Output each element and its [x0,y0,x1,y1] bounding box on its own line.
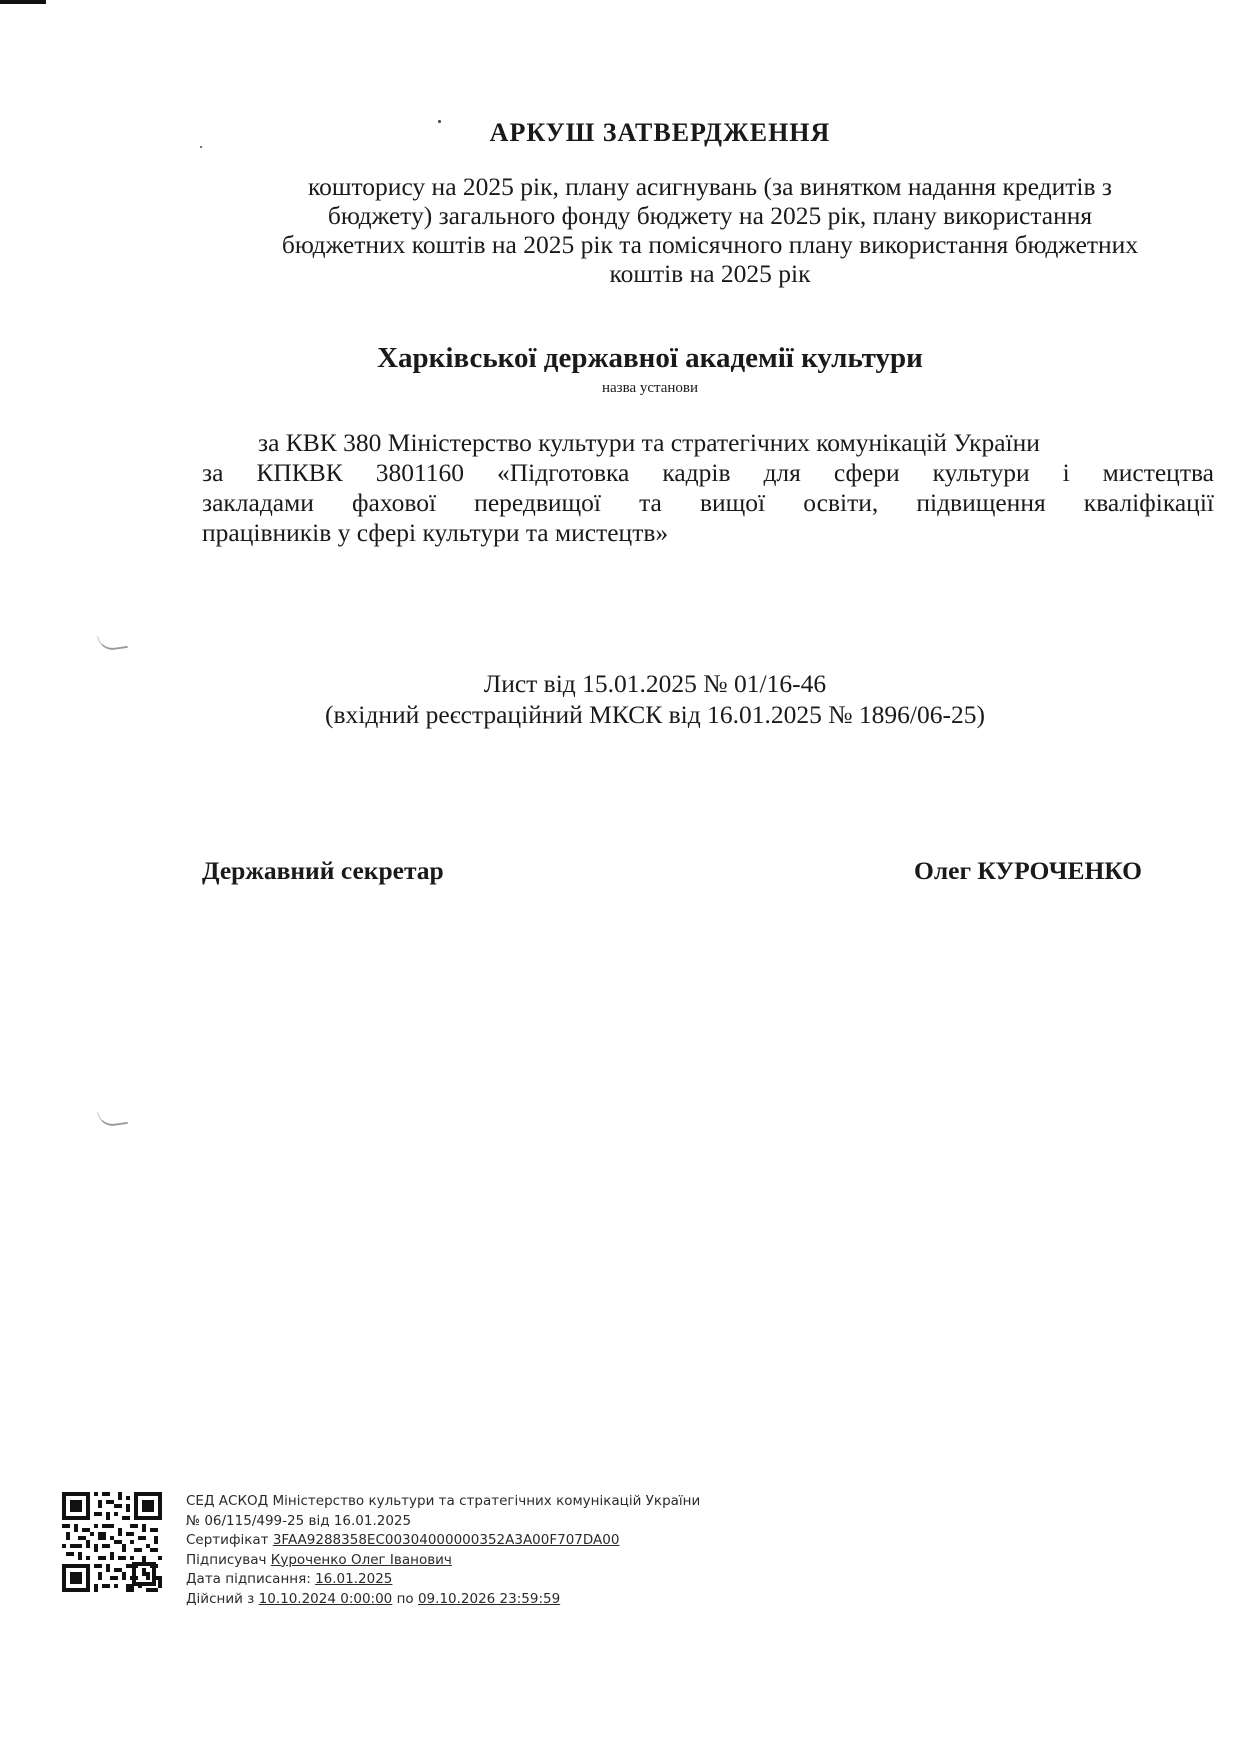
stamp-valid-from-label: Дійсний з [186,1590,255,1607]
stamp-signer-value: Куроченко Олег Іванович [270,1551,452,1568]
letter-registration-line: (вхідний реєстраційний МКСК від 16.01.2025 № 1896/06-25) [324,700,985,729]
kpkvk-line: за КПКВК 3801160 «Підготовка кадрів для сфери культури і мистецтва [202,458,1214,487]
stamp-date-row [186,1570,700,1590]
scan-corner-mark [0,0,46,4]
stamp-valid-from: 10.10.2024 0:00:00 [258,1590,393,1607]
stamp-certificate-row [186,1531,700,1551]
qr-code-icon [62,1492,162,1592]
kpkvk-paragraph [202,458,1214,548]
subtitle-line: бюджету) загального фонду бюджету на 2025 рік, плану використання [327,201,1093,230]
stamp-cert-value: 3FAA9288358EC00304000000352A3A00F707DA00 [272,1532,620,1549]
punch-hole-mark [97,632,128,652]
letter-reference [0,668,1240,730]
stamp-system: СЕД АСКОД [186,1493,269,1509]
institution-caption: назва установи [601,380,699,396]
subtitle-line: коштів на 2025 рік [609,259,811,288]
stamp-signer-label: Підписувач [186,1551,267,1568]
punch-hole-mark [97,1108,128,1128]
subtitle-line: кошторису на 2025 рік, плану асигнувань (за винятком надання кредитів з [308,172,1112,201]
document-title: АРКУШ ЗАТВЕРДЖЕННЯ [489,118,831,147]
institution-name: Харківської державної академії культури [377,342,923,374]
stamp-date-label: Дата підписання: [186,1571,311,1588]
stamp-signer-row [186,1551,700,1571]
stamp-valid-to: 09.10.2026 23:59:59 [417,1590,561,1607]
document-subtitle [212,172,1208,288]
stamp-ministry: Міністерство культури та стратегічних комунікацій України [272,1493,701,1509]
letter-line: Лист від 15.01.2025 № 01/16-46 [483,669,827,698]
stamp-validity-row [186,1590,700,1610]
kpkvk-line: закладами фахової передвищої та вищої освіти, підвищення кваліфікації [202,488,1214,517]
kvk-line: за КВК 380 Міністерство культури та стратегічних комунікацій України [258,428,1040,457]
stamp-system-row [186,1492,700,1512]
stamp-cert-label: Сертифікат [186,1532,269,1549]
electronic-signature-stamp [186,1492,700,1610]
kpkvk-line: працівників у сфері культури та мистецтв» [202,518,669,547]
stamp-date-value: 16.01.2025 [315,1571,393,1588]
subtitle-line: бюджетних коштів на 2025 рік та помісячного плану використання бюджетних [281,230,1139,259]
signer-name: Олег КУРОЧЕНКО [914,856,1142,885]
stamp-reg-number: № 06/115/499-25 від 16.01.2025 [186,1512,412,1529]
stamp-valid-to-label: по [396,1590,414,1607]
signer-position: Державний секретар [202,856,444,885]
